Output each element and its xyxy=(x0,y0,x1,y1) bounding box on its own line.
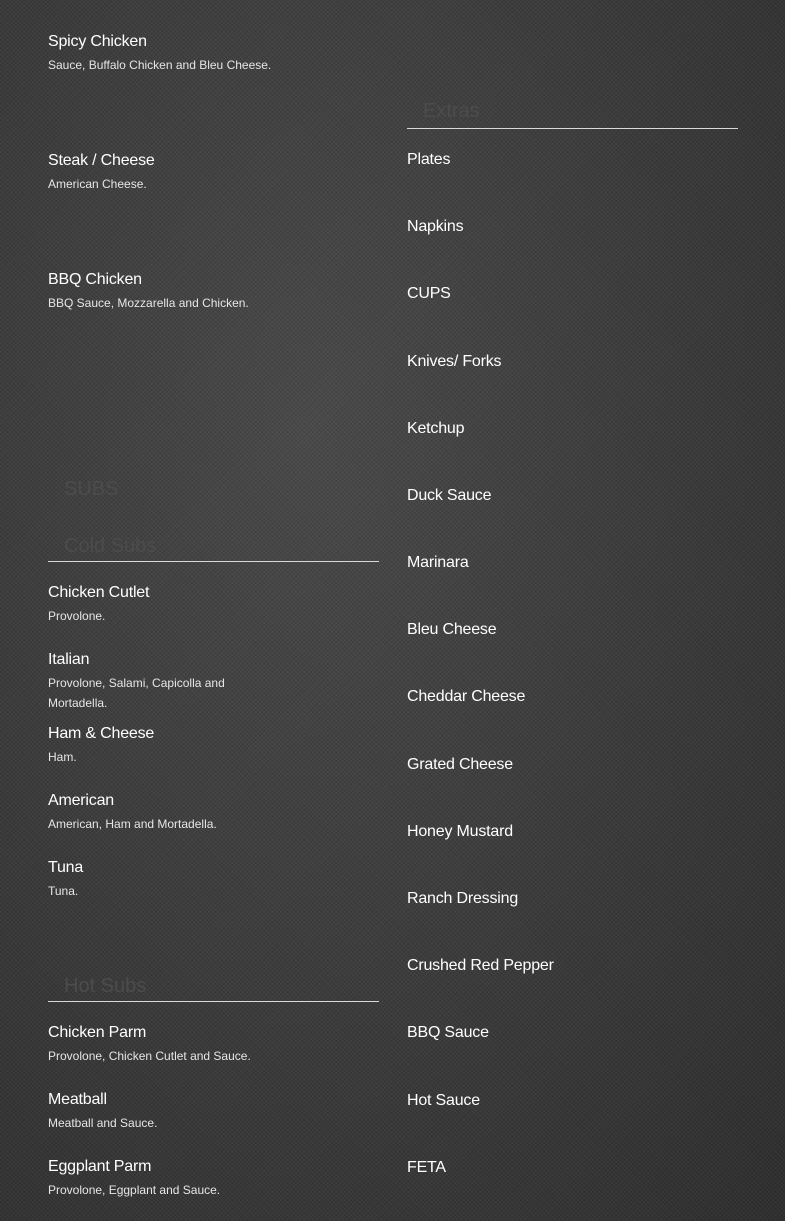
menu-item-name: Spicy Chicken xyxy=(48,33,147,50)
menu-item-description: Provolone, Chicken Cutlet and Sauce. xyxy=(48,1049,251,1063)
extra-item-name: Napkins xyxy=(407,218,464,235)
extra-item-ranch-dressing xyxy=(407,889,707,909)
extra-item-ketchup xyxy=(407,419,707,439)
extra-item-hot-sauce xyxy=(407,1091,707,1111)
cold-subs-divider xyxy=(48,561,379,562)
extra-item-name: Bleu Cheese xyxy=(407,621,497,638)
menu-item-description: Ham. xyxy=(48,750,77,764)
extra-item-name: Ketchup xyxy=(407,420,465,437)
section-title-subs: SUBS xyxy=(64,478,119,500)
menu-item-name: Eggplant Parm xyxy=(48,1158,152,1175)
menu-item-bbq-chicken xyxy=(48,270,348,313)
extra-item-feta xyxy=(407,1158,707,1178)
extras-divider xyxy=(407,128,738,129)
extra-item-grated-cheese xyxy=(407,755,707,775)
extra-item-name: Marinara xyxy=(407,554,469,571)
menu-item-ham-cheese xyxy=(48,724,348,767)
menu-item-chicken-cutlet xyxy=(48,583,348,626)
menu-item-name: American xyxy=(48,792,114,809)
menu-item-description: Meatball and Sauce. xyxy=(48,1116,158,1130)
menu-item-name: Ham & Cheese xyxy=(48,725,155,742)
menu-item-spicy-chicken xyxy=(48,32,348,75)
menu-item-description: BBQ Sauce, Mozzarella and Chicken. xyxy=(48,296,249,310)
extra-item-bleu-cheese xyxy=(407,620,707,640)
menu-item-chicken-parm xyxy=(48,1023,348,1066)
extra-item-cheddar-cheese xyxy=(407,687,707,707)
extra-item-plates xyxy=(407,150,707,170)
extra-item-name: Crushed Red Pepper xyxy=(407,957,554,974)
menu-item-name: Steak / Cheese xyxy=(48,152,155,169)
category-heading-hot-subs: Hot Subs xyxy=(64,975,147,997)
menu-item-name: Meatball xyxy=(48,1091,107,1108)
category-heading-extras: Extras xyxy=(423,100,480,122)
menu-item-steak-cheese xyxy=(48,151,348,194)
extra-item-name: Plates xyxy=(407,151,451,168)
extra-item-bbq-sauce xyxy=(407,1023,707,1043)
menu-item-name: Chicken Cutlet xyxy=(48,584,150,601)
extra-item-name: Duck Sauce xyxy=(407,487,492,504)
menu-item-description: Tuna. xyxy=(48,884,79,898)
extra-item-marinara xyxy=(407,553,707,573)
extra-item-name: FETA xyxy=(407,1159,446,1176)
menu-item-name: Italian xyxy=(48,651,90,668)
menu-item-description: Provolone, Salami, Capicolla and Mortadella. xyxy=(48,676,225,710)
extra-item-name: Ranch Dressing xyxy=(407,890,519,907)
extra-item-duck-sauce xyxy=(407,486,707,506)
extra-item-honey-mustard xyxy=(407,822,707,842)
extra-item-name: Cheddar Cheese xyxy=(407,688,526,705)
menu-item-name: Chicken Parm xyxy=(48,1024,147,1041)
menu-item-name: Tuna xyxy=(48,859,84,876)
hot-subs-divider xyxy=(48,1001,379,1002)
extra-item-knives-forks xyxy=(407,352,707,372)
extra-item-crushed-red-pepper xyxy=(407,956,707,976)
extra-item-name: BBQ Sauce xyxy=(407,1024,489,1041)
menu-item-meatball xyxy=(48,1090,348,1133)
menu-item-american xyxy=(48,791,348,834)
extra-item-name: Hot Sauce xyxy=(407,1092,480,1109)
extra-item-cups xyxy=(407,284,707,304)
menu-item-italian xyxy=(48,650,348,713)
menu-item-description: Sauce, Buffalo Chicken and Bleu Cheese. xyxy=(48,58,272,72)
menu-item-description: American, Ham and Mortadella. xyxy=(48,817,217,831)
extra-item-name: Honey Mustard xyxy=(407,823,513,840)
extra-item-name: CUPS xyxy=(407,285,451,302)
menu-item-name: BBQ Chicken xyxy=(48,271,142,288)
extra-item-name: Grated Cheese xyxy=(407,756,513,773)
menu-item-eggplant-parm xyxy=(48,1157,348,1200)
menu-item-description: American Cheese. xyxy=(48,177,147,191)
menu-item-tuna xyxy=(48,858,348,901)
menu-item-description: Provolone, Eggplant and Sauce. xyxy=(48,1183,221,1197)
category-heading-cold-subs: Cold Subs xyxy=(64,535,157,557)
menu-item-description: Provolone. xyxy=(48,609,106,623)
extra-item-napkins xyxy=(407,217,707,237)
extra-item-name: Knives/ Forks xyxy=(407,353,502,370)
